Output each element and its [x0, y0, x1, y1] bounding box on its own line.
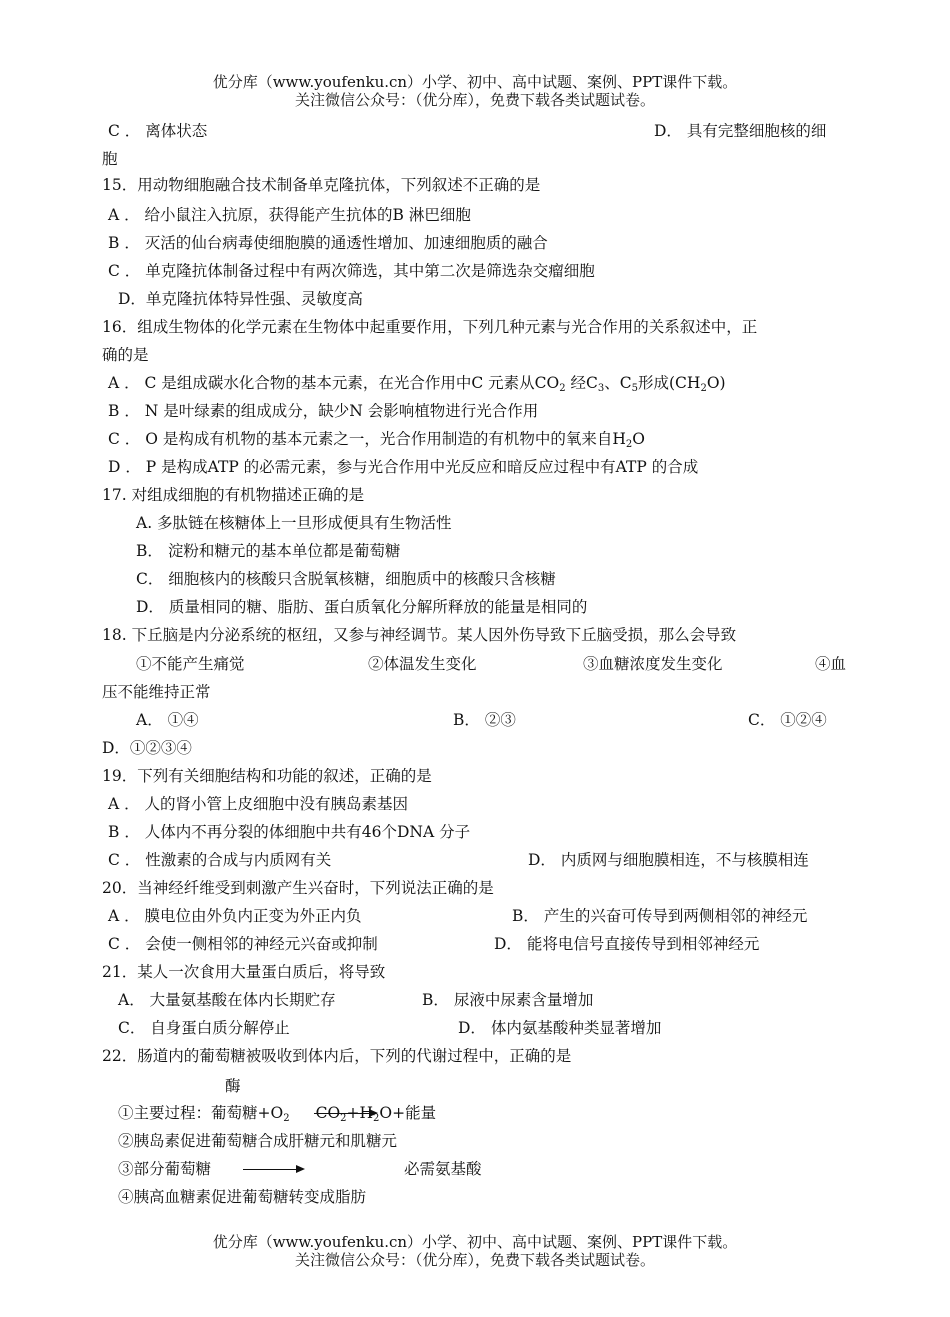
q22-item-3-right: 必需氨基酸 [404, 1160, 482, 1178]
q19-option-a: A ． 人的肾小管上皮细胞中没有胰岛素基因 [108, 795, 409, 813]
q16-option-c: C ． O 是构成有机物的基本元素之一，光合作用制造的有机物中的氧来自$H_2O$ [108, 430, 645, 450]
q16-stem-line-1: 16．组成生物体的化学元素在生物体中起重要作用，下列几种元素与光合作用的关系叙述中，正 [102, 318, 758, 336]
footer-line-2: 关注微信公众号：（优分库），免费下载各类试题试卷。 [294, 1251, 655, 1269]
q17-option-c: C． 细胞核内的核酸只含脱氧核糖，细胞质中的核酸只含核糖 [136, 570, 556, 588]
q20-option-a: A ． 膜电位由外负内正变为外正内负 [108, 907, 362, 925]
header-line-2: 关注微信公众号：（优分库），免费下载各类试题试卷。 [294, 91, 655, 109]
q16-option-a: A ． C 是组成碳水化合物的基本元素，在光合作用中C 元素从$CO_2$ 经$C_3$、$C_5$形成$(CH_2O)$ [108, 374, 726, 394]
q22-stem: 22．肠道内的葡萄糖被吸收到体内后，下列的代谢过程中，正确的是 [102, 1047, 572, 1065]
q15-stem: 15．用动物细胞融合技术制备单克隆抗体，下列叙述不正确的是 [102, 176, 541, 194]
q18-item-2: ②体温发生变化 [368, 655, 477, 673]
q20-option-b: B． 产生的兴奋可传导到两侧相邻的神经元 [512, 907, 808, 925]
enzyme-label: 酶 [225, 1077, 241, 1095]
q18-option-b: B． ②③ [453, 711, 516, 729]
q19-option-d: D． 内质网与细胞膜相连，不与核膜相连 [528, 851, 809, 869]
q17-stem: 17. 对组成细胞的有机物描述正确的是 [102, 486, 365, 504]
q18-stem: 18. 下丘脑是内分泌系统的枢纽，又参与神经调节。某人因外伤导致下丘脑受损，那么会导致 [102, 626, 737, 644]
q17-option-b: B． 淀粉和糖元的基本单位都是葡萄糖 [136, 542, 401, 560]
q18-item-4: ④血 [815, 655, 847, 673]
q14-option-c: C ． 离体状态 [108, 122, 208, 140]
q21-option-d: D． 体内氨基酸种类显著增加 [458, 1019, 662, 1037]
q18-item-3: ③血糖浓度发生变化 [583, 655, 723, 673]
reaction-arrow [314, 1113, 376, 1114]
q18-option-d: D．①②③④ [102, 739, 192, 757]
conversion-arrow [243, 1169, 303, 1170]
q21-option-c: C． 自身蛋白质分解停止 [118, 1019, 290, 1037]
header-line-1: 优分库（www.youfenku.cn）小学、初中、高中试题、案例、PPT课件下载。 [212, 73, 738, 91]
q18-option-c: C． ①②④ [748, 711, 827, 729]
q17-option-d: D． 质量相同的糖、脂肪、蛋白质氧化分解所释放的能量是相同的 [136, 598, 588, 616]
q14-option-d-wrap: 胞 [102, 150, 118, 168]
q17-option-a: A. 多肽链在核糖体上一旦形成便具有生物活性 [136, 514, 452, 532]
q14-option-d: D． 具有完整细胞核的细 [654, 122, 827, 140]
q16-option-b: B ． N 是叶绿素的组成成分，缺少N 会影响植物进行光合作用 [108, 402, 539, 420]
q22-item-2: ②胰岛素促进葡萄糖合成肝糖元和肌糖元 [118, 1132, 398, 1150]
q18-item-1: ①不能产生痛觉 [136, 655, 245, 673]
q15-option-a: A ． 给小鼠注入抗原，获得能产生抗体的B 淋巴细胞 [108, 206, 471, 224]
q22-item-1: ①主要过程：葡萄糖$+O_2$ $CO_2+H_2O+$能量 [118, 1104, 437, 1124]
q15-option-b: B ． 灭活的仙台病毒使细胞膜的通透性增加、加速细胞质的融合 [108, 234, 548, 252]
q19-stem: 19．下列有关细胞结构和功能的叙述，正确的是 [102, 767, 432, 785]
q18-option-a: A． ①④ [136, 711, 199, 729]
q16-option-d: D ． P 是构成ATP 的必需元素，参与光合作用中光反应和暗反应过程中有ATP 的合成 [108, 458, 699, 476]
q20-stem: 20．当神经纤维受到刺激产生兴奋时，下列说法正确的是 [102, 879, 494, 897]
q19-option-c: C ． 性激素的合成与内质网有关 [108, 851, 332, 869]
q21-option-b: B． 尿液中尿素含量增加 [422, 991, 594, 1009]
q20-option-c: C ． 会使一侧相邻的神经元兴奋或抑制 [108, 935, 378, 953]
q19-option-b: B ． 人体内不再分裂的体细胞中共有46个DNA 分子 [108, 823, 471, 841]
q22-item-3-left: ③部分葡萄糖 [118, 1160, 212, 1178]
footer-line-1: 优分库（www.youfenku.cn）小学、初中、高中试题、案例、PPT课件下载。 [212, 1233, 738, 1251]
q22-item-4: ④胰高血糖素促进葡萄糖转变成脂肪 [118, 1188, 367, 1206]
q15-option-c: C ． 单克隆抗体制备过程中有两次筛选，其中第二次是筛选杂交瘤细胞 [108, 262, 595, 280]
q21-option-a: A． 大量氨基酸在体内长期贮存 [118, 991, 336, 1009]
q20-option-d: D． 能将电信号直接传导到相邻神经元 [494, 935, 760, 953]
q15-option-d: D．单克隆抗体特异性强、灵敏度高 [118, 290, 363, 308]
q21-stem: 21．某人一次食用大量蛋白质后，将导致 [102, 963, 386, 981]
q18-item-4-wrap: 压不能维持正常 [102, 683, 211, 701]
q16-stem-line-2: 确的是 [102, 346, 149, 364]
